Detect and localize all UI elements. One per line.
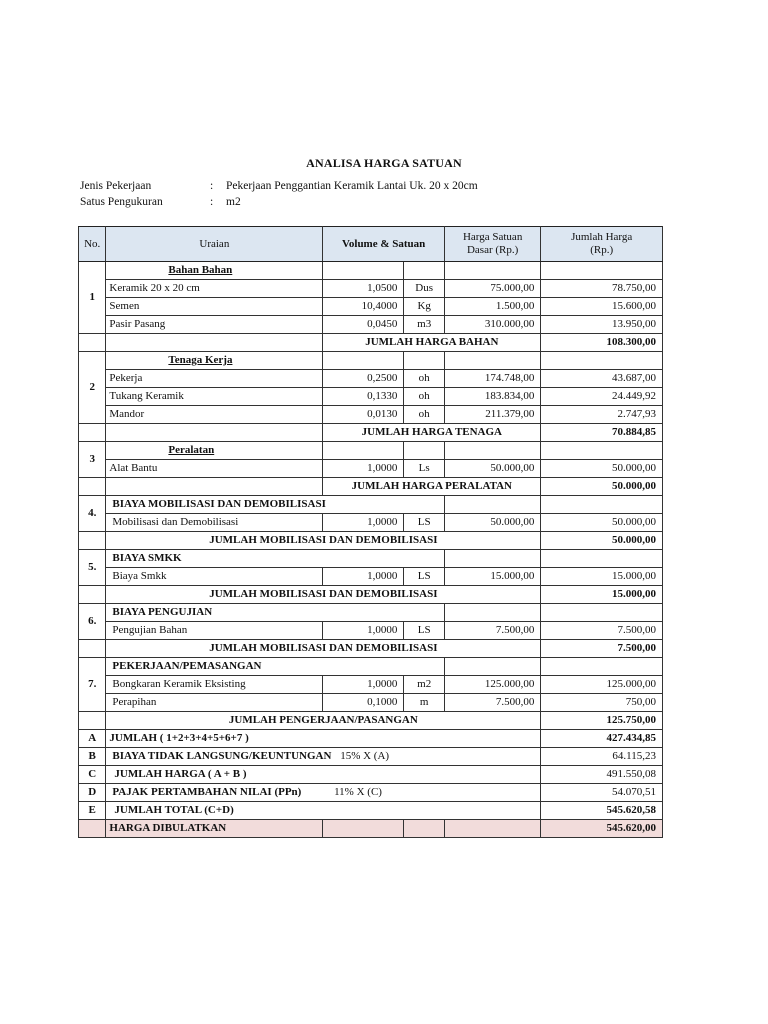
subtotal-label: JUMLAH PENGERJAAN/PASANGAN (106, 712, 541, 730)
group-title: Bahan Bahan (106, 262, 323, 280)
subtotal-value: 50.000,00 (541, 478, 663, 496)
subtotal-label: JUMLAH HARGA BAHAN (323, 334, 541, 352)
item-volume: 0,0130 (323, 406, 404, 424)
subtotal-label: JUMLAH MOBILISASI DAN DEMOBILISASI (106, 586, 541, 604)
table-row (79, 388, 663, 406)
item-name: Mobilisasi dan Demobilisasi (106, 514, 323, 532)
item-price: 125.000,00 (444, 676, 540, 694)
summary-value: 64.115,23 (541, 748, 663, 766)
meta-key: Satus Pengukuran (80, 196, 163, 208)
item-volume: 1,0000 (323, 460, 404, 478)
item-price: 174.748,00 (444, 370, 540, 388)
table-row (79, 298, 663, 316)
header-uraian: Uraian (106, 227, 323, 262)
summary-row (79, 748, 663, 766)
meta-sep: : (210, 196, 214, 208)
summary-code: E (79, 802, 106, 820)
meta-key: Jenis Pekerjaan (80, 180, 152, 192)
item-total: 24.449,92 (541, 388, 663, 406)
item-price: 211.379,00 (444, 406, 540, 424)
summary-value: 54.070,51 (541, 784, 663, 802)
item-unit: oh (404, 406, 445, 424)
item-volume: 0,0450 (323, 316, 404, 334)
group-title-row (79, 658, 663, 676)
group-number: 3 (79, 442, 106, 478)
item-name: Alat Bantu (106, 460, 323, 478)
item-total: 750,00 (541, 694, 663, 712)
item-unit: Kg (404, 298, 445, 316)
subtotal-row (79, 586, 663, 604)
summary-value: 491.550,08 (541, 766, 663, 784)
subtotal-row (79, 334, 663, 352)
header-harga-satuan-line1: Harga Satuan (462, 231, 523, 243)
item-volume: 0,2500 (323, 370, 404, 388)
item-total: 125.000,00 (541, 676, 663, 694)
group-number: 4. (79, 496, 106, 532)
summary-label-cell (106, 748, 541, 766)
group-title-row (79, 496, 663, 514)
item-price: 75.000,00 (444, 280, 540, 298)
item-unit: oh (404, 370, 445, 388)
item-name: Bongkaran Keramik Eksisting (106, 676, 323, 694)
item-price: 50.000,00 (444, 460, 540, 478)
item-total: 78.750,00 (541, 280, 663, 298)
summary-code: C (79, 766, 106, 784)
table-row (79, 622, 663, 640)
subtotal-label: JUMLAH HARGA PERALATAN (323, 478, 541, 496)
item-total: 15.000,00 (541, 568, 663, 586)
header-jumlah-harga (541, 227, 663, 262)
item-unit: Dus (404, 280, 445, 298)
item-name: Mandor (106, 406, 323, 424)
item-unit: LS (404, 568, 445, 586)
table-row (79, 676, 663, 694)
item-total: 7.500,00 (541, 622, 663, 640)
header-volume: Volume & Satuan (323, 227, 445, 262)
group-title-row (79, 550, 663, 568)
item-total: 2.747,93 (541, 406, 663, 424)
summary-label: JUMLAH HARGA ( A + B ) (106, 766, 541, 784)
group-number: 2 (79, 352, 106, 424)
item-price: 7.500,00 (444, 622, 540, 640)
item-volume: 1,0000 (323, 676, 404, 694)
subtotal-label: JUMLAH HARGA TENAGA (323, 424, 541, 442)
meta-value: Pekerjaan Penggantian Keramik Lantai Uk. 20 x 20cm (226, 180, 478, 192)
item-price: 310.000,00 (444, 316, 540, 334)
item-total: 50.000,00 (541, 460, 663, 478)
subtotal-value: 125.750,00 (541, 712, 663, 730)
summary-row (79, 784, 663, 802)
table-row (79, 370, 663, 388)
item-volume: 1,0000 (323, 622, 404, 640)
table-row (79, 280, 663, 298)
summary-row (79, 730, 663, 748)
group-title: PEKERJAAN/PEMASANGAN (106, 658, 445, 676)
item-total: 43.687,00 (541, 370, 663, 388)
item-name: Pengujian Bahan (106, 622, 323, 640)
summary-code: B (79, 748, 106, 766)
summary-label: JUMLAH TOTAL (C+D) (106, 802, 541, 820)
subtotal-row (79, 424, 663, 442)
item-name: Tukang Keramik (106, 388, 323, 406)
summary-label: PAJAK PERTAMBAHAN NILAI (PPn) (112, 786, 302, 798)
item-unit: m (404, 694, 445, 712)
item-name: Perapihan (106, 694, 323, 712)
subtotal-value: 50.000,00 (541, 532, 663, 550)
item-volume: 0,1330 (323, 388, 404, 406)
meta-value: m2 (226, 196, 241, 208)
analysis-table (78, 226, 663, 838)
summary-row (79, 766, 663, 784)
header-jumlah-line1: Jumlah Harga (571, 231, 633, 243)
group-title-row (79, 352, 663, 370)
item-unit: LS (404, 514, 445, 532)
item-price: 15.000,00 (444, 568, 540, 586)
group-title: Tenaga Kerja (106, 352, 323, 370)
rounded-total-row (79, 820, 663, 838)
item-unit: LS (404, 622, 445, 640)
subtotal-value: 7.500,00 (541, 640, 663, 658)
item-volume: 10,4000 (323, 298, 404, 316)
item-volume: 1,0000 (323, 568, 404, 586)
item-unit: oh (404, 388, 445, 406)
subtotal-label: JUMLAH MOBILISASI DAN DEMOBILISASI (106, 532, 541, 550)
header-no: No. (79, 227, 106, 262)
subtotal-value: 70.884,85 (541, 424, 663, 442)
table-row (79, 514, 663, 532)
header-harga-satuan-line2: Dasar (Rp.) (466, 244, 519, 256)
header-jumlah-line2: (Rp.) (590, 244, 614, 256)
summary-note: 15% X (A) (340, 750, 390, 762)
table-row (79, 406, 663, 424)
item-name: Biaya Smkk (106, 568, 323, 586)
subtotal-row (79, 712, 663, 730)
header-harga-satuan (444, 227, 540, 262)
summary-label: BIAYA TIDAK LANGSUNG/KEUNTUNGAN (112, 750, 332, 762)
table-row (79, 694, 663, 712)
group-number: 6. (79, 604, 106, 640)
group-title: BIAYA PENGUJIAN (106, 604, 445, 622)
summary-code: D (79, 784, 106, 802)
group-title: BIAYA SMKK (106, 550, 445, 568)
item-price: 1.500,00 (444, 298, 540, 316)
table-row (79, 460, 663, 478)
table-row (79, 568, 663, 586)
group-title-row (79, 262, 663, 280)
subtotal-label: JUMLAH MOBILISASI DAN DEMOBILISASI (106, 640, 541, 658)
item-volume: 1,0000 (323, 514, 404, 532)
group-title-row (79, 604, 663, 622)
item-total: 15.600,00 (541, 298, 663, 316)
table-header-row (79, 227, 663, 262)
item-volume: 0,1000 (323, 694, 404, 712)
group-title: Peralatan (106, 442, 323, 460)
item-volume: 1,0500 (323, 280, 404, 298)
subtotal-value: 108.300,00 (541, 334, 663, 352)
item-total: 50.000,00 (541, 514, 663, 532)
summary-value: 427.434,85 (541, 730, 663, 748)
summary-note: 11% X (C) (334, 786, 382, 798)
item-unit: m2 (404, 676, 445, 694)
subtotal-row (79, 532, 663, 550)
group-number: 7. (79, 658, 106, 712)
summary-code: A (79, 730, 106, 748)
item-price: 50.000,00 (444, 514, 540, 532)
table-row (79, 316, 663, 334)
group-number: 5. (79, 550, 106, 586)
subtotal-row (79, 640, 663, 658)
rounded-value: 545.620,00 (541, 820, 663, 838)
summary-value: 545.620,58 (541, 802, 663, 820)
group-title-row (79, 442, 663, 460)
item-unit: m3 (404, 316, 445, 334)
item-unit: Ls (404, 460, 445, 478)
item-total: 13.950,00 (541, 316, 663, 334)
item-name: Pasir Pasang (106, 316, 323, 334)
summary-label-cell (106, 784, 541, 802)
subtotal-value: 15.000,00 (541, 586, 663, 604)
item-price: 183.834,00 (444, 388, 540, 406)
summary-label: JUMLAH ( 1+2+3+4+5+6+7 ) (106, 730, 541, 748)
meta-sep: : (210, 180, 214, 192)
summary-row (79, 802, 663, 820)
page-title: ANALISA HARGA SATUAN (306, 156, 462, 170)
item-name: Pekerja (106, 370, 323, 388)
group-title: BIAYA MOBILISASI DAN DEMOBILISASI (106, 496, 445, 514)
item-name: Keramik 20 x 20 cm (106, 280, 323, 298)
group-number: 1 (79, 262, 106, 334)
subtotal-row (79, 478, 663, 496)
item-name: Semen (106, 298, 323, 316)
rounded-label: HARGA DIBULATKAN (106, 820, 323, 838)
item-price: 7.500,00 (444, 694, 540, 712)
